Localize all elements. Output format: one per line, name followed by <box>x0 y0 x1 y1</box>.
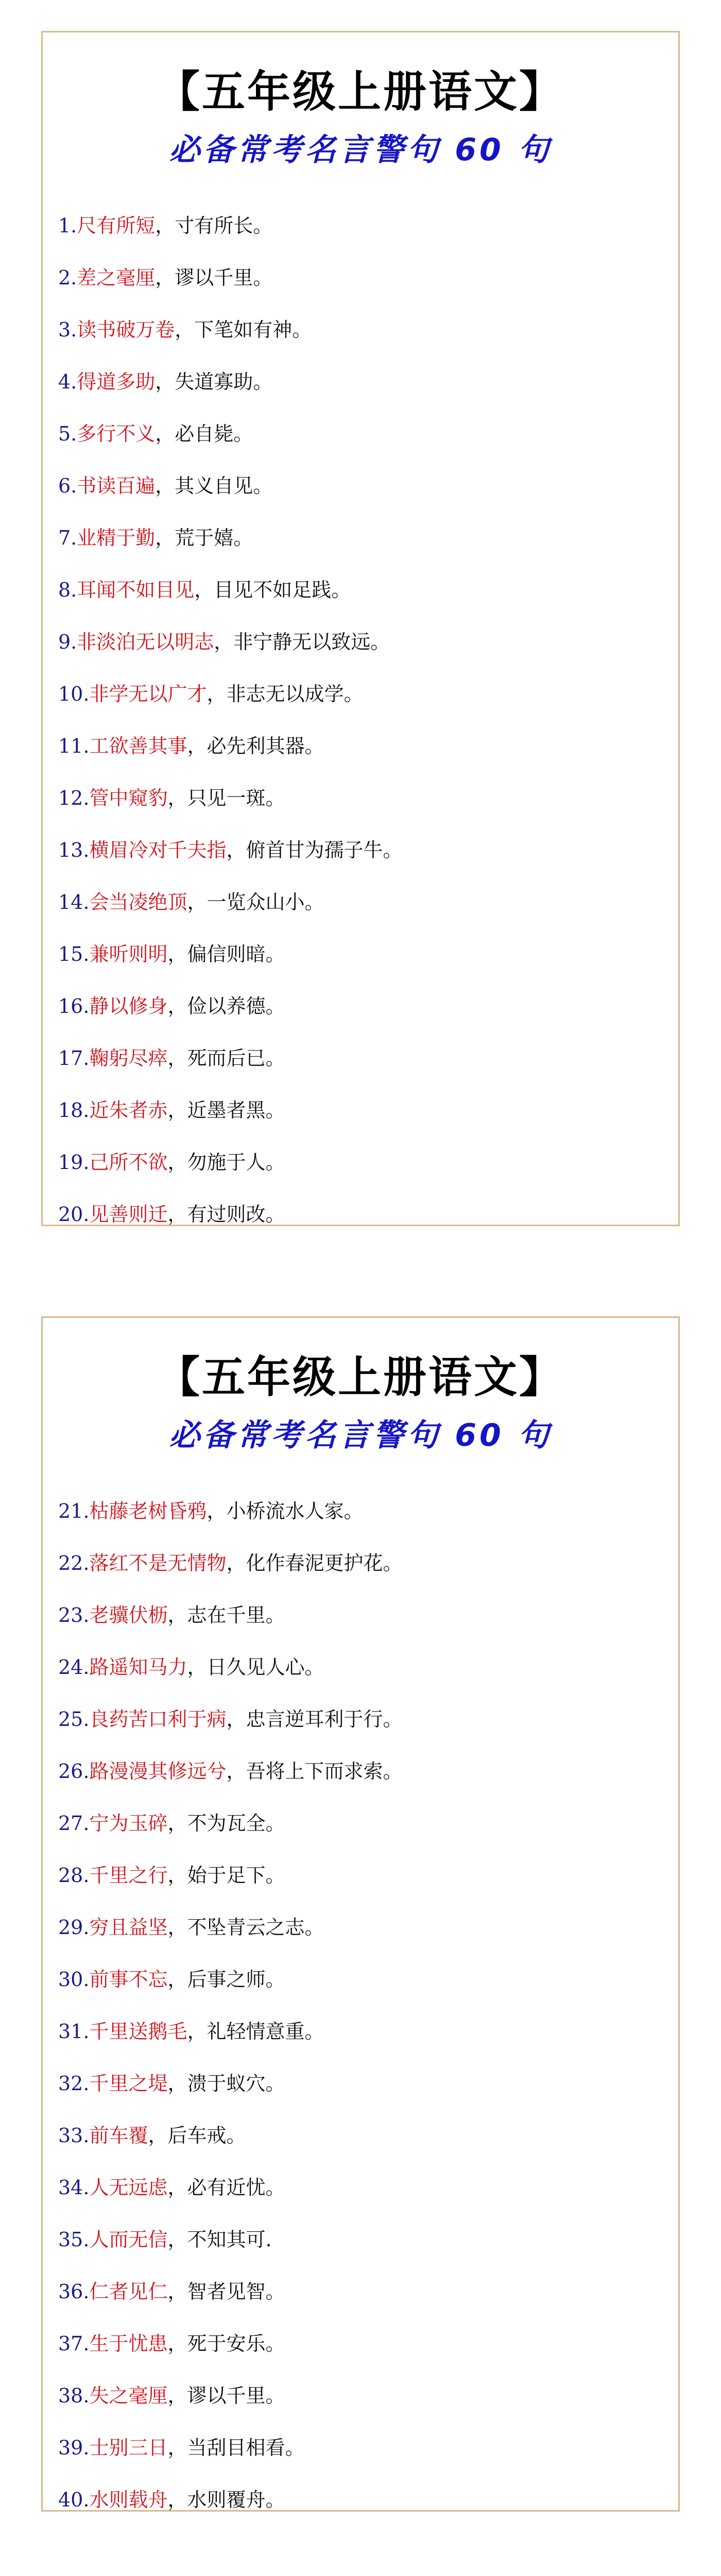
quote-item <box>58 720 666 772</box>
quote-remainder: ，当刮目相看。 <box>167 2436 305 2459</box>
quote-remainder: ，荒于嬉。 <box>155 527 253 549</box>
quote-highlight: 枯藤老树昏鸦 <box>89 1500 207 1522</box>
quote-number: 29. <box>58 1916 90 1939</box>
quote-number: 23. <box>58 1604 90 1626</box>
quote-highlight: 水则载舟 <box>89 2488 168 2511</box>
quote-item <box>58 876 666 928</box>
quote-item <box>58 980 666 1032</box>
quote-item <box>58 1084 666 1137</box>
quote-item <box>58 1589 666 1641</box>
quote-remainder: ，必自毙。 <box>155 422 253 445</box>
quote-item <box>58 2266 666 2318</box>
quote-item <box>58 1902 666 1954</box>
quote-highlight: 差之毫厘 <box>77 266 156 289</box>
quote-remainder: ，非志无以成学。 <box>207 683 364 705</box>
quote-remainder: ，目见不如足践。 <box>194 579 351 601</box>
quote-number: 39. <box>58 2436 90 2459</box>
quote-highlight: 士别三日 <box>89 2436 168 2459</box>
quote-item <box>58 616 666 668</box>
page-title: 【五年级上册语文】 <box>156 66 564 117</box>
quote-number: 4. <box>58 370 77 393</box>
quote-remainder: ，后车戒。 <box>148 2124 246 2147</box>
quote-highlight: 千里之堤 <box>89 2072 168 2095</box>
quote-highlight: 失之毫厘 <box>89 2384 168 2407</box>
quote-item <box>58 1693 666 1745</box>
page-subtitle: 必备常考名言警句 60 句 <box>169 1417 552 1453</box>
quote-number: 35. <box>58 2228 90 2251</box>
quote-number: 12. <box>58 787 90 809</box>
quote-remainder: ，志在千里。 <box>167 1604 285 1626</box>
quote-remainder: ，礼轻情意重。 <box>187 2020 324 2043</box>
quote-item <box>58 356 666 408</box>
quote-highlight: 路遥知马力 <box>89 1656 187 1679</box>
quote-item <box>58 1032 666 1084</box>
quote-item <box>58 1641 666 1693</box>
quote-number: 5. <box>58 422 77 445</box>
quote-remainder: ，必有近忧。 <box>167 2176 285 2199</box>
quote-item <box>58 564 666 616</box>
quote-highlight: 业精于勤 <box>77 527 156 549</box>
quote-item <box>58 1798 666 1850</box>
quote-item <box>58 408 666 460</box>
quote-remainder: ，后事之师。 <box>167 1968 285 1991</box>
quote-remainder: ，小桥流水人家。 <box>207 1500 364 1522</box>
quote-item <box>58 2006 666 2058</box>
quote-remainder: ，谬以千里。 <box>167 2384 285 2407</box>
quote-number: 32. <box>58 2072 90 2095</box>
quote-number: 37. <box>58 2332 90 2355</box>
quote-item <box>58 1954 666 2006</box>
quote-remainder: ，俭以养德。 <box>167 995 285 1018</box>
quote-item <box>58 252 666 304</box>
quote-item <box>58 1189 666 1241</box>
quote-number: 18. <box>58 1099 90 1122</box>
quote-number: 27. <box>58 1812 90 1835</box>
quote-number: 6. <box>58 474 77 497</box>
quote-remainder: ，智者见智。 <box>167 2280 285 2303</box>
quote-number: 20. <box>58 1203 90 1226</box>
quote-highlight: 千里送鹅毛 <box>89 2020 187 2043</box>
quote-highlight: 千里之行 <box>89 1864 168 1887</box>
quote-remainder: ，日久见人心。 <box>187 1656 324 1679</box>
quote-highlight: 生于忧患 <box>89 2332 168 2355</box>
quote-highlight: 前车覆 <box>89 2124 148 2147</box>
quote-number: 19. <box>58 1151 90 1174</box>
quote-highlight: 读书破万卷 <box>77 318 175 341</box>
quote-remainder: ，寸有所长。 <box>155 214 273 237</box>
quote-remainder: ，不坠青云之志。 <box>167 1916 324 1939</box>
quote-item <box>58 2162 666 2214</box>
quote-remainder: ，水则覆舟。 <box>167 2488 285 2511</box>
quote-item <box>58 2318 666 2370</box>
quote-remainder: ，不知其可. <box>167 2228 272 2251</box>
quote-item <box>58 460 666 512</box>
quote-remainder: ，不为瓦全。 <box>167 1812 285 1835</box>
quote-highlight: 己所不欲 <box>89 1151 168 1174</box>
quote-remainder: ，死于安乐。 <box>167 2332 285 2355</box>
quote-remainder: ，下笔如有神。 <box>175 318 312 341</box>
quote-number: 30. <box>58 1968 90 1991</box>
quote-highlight: 人而无信 <box>89 2228 168 2251</box>
quote-highlight: 近朱者赤 <box>89 1099 168 1122</box>
quote-number: 3. <box>58 318 77 341</box>
quote-number: 24. <box>58 1656 90 1679</box>
quote-item <box>58 2058 666 2110</box>
quote-highlight: 落红不是无情物 <box>89 1552 227 1574</box>
quote-highlight: 耳闻不如目见 <box>77 579 195 601</box>
quote-highlight: 得道多助 <box>77 370 156 393</box>
quote-remainder: ，吾将上下而求索。 <box>226 1760 403 1783</box>
quote-highlight: 兼听则明 <box>89 943 168 965</box>
quote-remainder: ，只见一斑。 <box>167 787 285 809</box>
quote-remainder: ，偏信则暗。 <box>167 943 285 965</box>
quote-remainder: ，始于足下。 <box>167 1864 285 1887</box>
quote-item <box>58 2110 666 2162</box>
quote-number: 1. <box>58 214 77 237</box>
quote-remainder: ，失道寡助。 <box>155 370 273 393</box>
quote-number: 11. <box>58 735 90 757</box>
quote-list <box>58 200 666 1241</box>
quote-highlight: 会当凌绝顶 <box>89 891 187 913</box>
quote-highlight: 良药苦口利于病 <box>89 1708 227 1731</box>
quote-highlight: 管中窥豹 <box>89 787 168 809</box>
quote-highlight: 非淡泊无以明志 <box>77 631 214 653</box>
quote-number: 7. <box>58 527 77 549</box>
quote-number: 2. <box>58 266 77 289</box>
quote-sheet-page-1 <box>41 31 680 1226</box>
quote-list <box>58 1485 666 2526</box>
quote-number: 25. <box>58 1708 90 1731</box>
quote-highlight: 静以修身 <box>89 995 168 1018</box>
quote-number: 17. <box>58 1047 90 1070</box>
quote-item <box>58 2474 666 2526</box>
quote-item <box>58 2214 666 2266</box>
quote-remainder: ，非宁静无以致远。 <box>214 631 390 653</box>
quote-remainder: ，一览众山小。 <box>187 891 324 913</box>
quote-item <box>58 304 666 356</box>
quote-highlight: 人无远虑 <box>89 2176 168 2199</box>
quote-item <box>58 928 666 980</box>
quote-item <box>58 1745 666 1798</box>
quote-highlight: 非学无以广才 <box>89 683 207 705</box>
quote-remainder: ，死而后已。 <box>167 1047 285 1070</box>
quote-highlight: 仁者见仁 <box>89 2280 168 2303</box>
quote-number: 14. <box>58 891 90 913</box>
quote-number: 15. <box>58 943 90 965</box>
quote-number: 21. <box>58 1500 90 1522</box>
quote-highlight: 前事不忘 <box>89 1968 168 1991</box>
quote-remainder: ，近墨者黑。 <box>167 1099 285 1122</box>
quote-remainder: ，必先利其器。 <box>187 735 324 757</box>
quote-remainder: ，其义自见。 <box>155 474 273 497</box>
quote-number: 31. <box>58 2020 90 2043</box>
quote-highlight: 横眉冷对千夫指 <box>89 839 227 861</box>
quote-number: 36. <box>58 2280 90 2303</box>
quote-number: 28. <box>58 1864 90 1887</box>
quote-number: 16. <box>58 995 90 1018</box>
quote-number: 9. <box>58 631 77 653</box>
quote-number: 38. <box>58 2384 90 2407</box>
quote-highlight: 宁为玉碎 <box>89 1812 168 1835</box>
quote-item <box>58 1485 666 1537</box>
quote-highlight: 尺有所短 <box>77 214 156 237</box>
quote-item <box>58 2422 666 2474</box>
quote-highlight: 书读百遍 <box>77 474 156 497</box>
quote-number: 26. <box>58 1760 90 1783</box>
quote-item <box>58 1537 666 1589</box>
quote-number: 33. <box>58 2124 90 2147</box>
quote-remainder: ，谬以千里。 <box>155 266 273 289</box>
quote-number: 34. <box>58 2176 90 2199</box>
quote-remainder: ，有过则改。 <box>167 1203 285 1226</box>
quote-sheet-page-2 <box>41 1316 680 2512</box>
quote-remainder: ，勿施于人。 <box>167 1151 285 1174</box>
quote-remainder: ，化作春泥更护花。 <box>226 1552 403 1574</box>
quote-item <box>58 512 666 564</box>
quote-highlight: 路漫漫其修远兮 <box>89 1760 227 1783</box>
quote-remainder: ，溃于蚁穴。 <box>167 2072 285 2095</box>
quote-item <box>58 2370 666 2422</box>
quote-item <box>58 1137 666 1189</box>
page-title: 【五年级上册语文】 <box>156 1352 564 1402</box>
quote-highlight: 老骥伏枥 <box>89 1604 168 1626</box>
quote-item <box>58 200 666 252</box>
quote-number: 40. <box>58 2488 90 2511</box>
quote-highlight: 工欲善其事 <box>89 735 187 757</box>
quote-highlight: 鞠躬尽瘁 <box>89 1047 168 1070</box>
quote-item <box>58 824 666 876</box>
quote-remainder: ，俯首甘为孺子牛。 <box>226 839 403 861</box>
quote-item <box>58 1850 666 1902</box>
quote-highlight: 多行不义 <box>77 422 156 445</box>
quote-number: 8. <box>58 579 77 601</box>
quote-remainder: ，忠言逆耳利于行。 <box>226 1708 403 1731</box>
quote-item <box>58 668 666 720</box>
quote-number: 10. <box>58 683 90 705</box>
quote-highlight: 见善则迁 <box>89 1203 168 1226</box>
quote-number: 13. <box>58 839 90 861</box>
quote-number: 22. <box>58 1552 90 1574</box>
quote-highlight: 穷且益坚 <box>89 1916 168 1939</box>
quote-item <box>58 772 666 824</box>
page-subtitle: 必备常考名言警句 60 句 <box>169 132 552 168</box>
